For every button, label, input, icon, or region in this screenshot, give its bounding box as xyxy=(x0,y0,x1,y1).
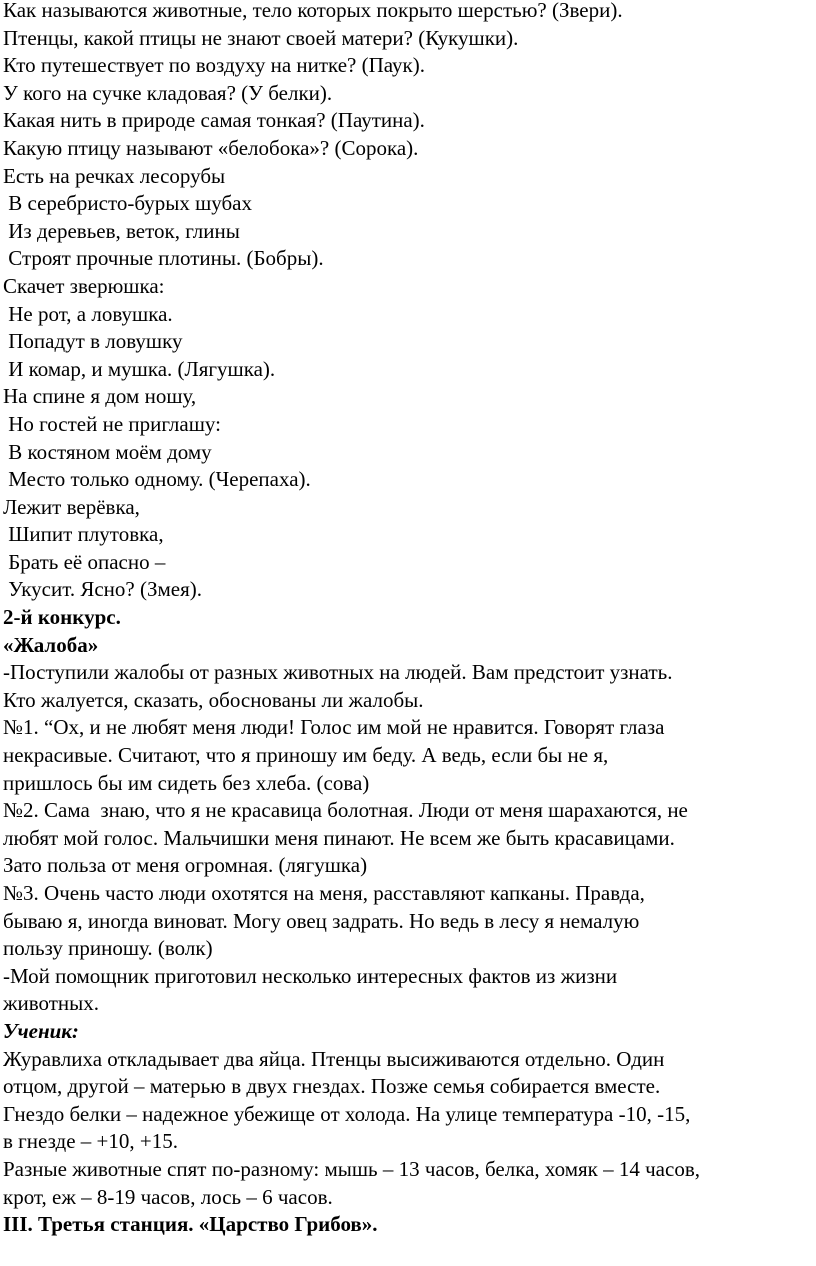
text-line: животных. xyxy=(3,991,100,1016)
text-line: Брать её опасно – xyxy=(3,549,166,574)
text-line: Не рот, а ловушка. xyxy=(3,301,173,326)
text-line: Птенцы, какой птицы не знают своей матери? (Кукушки). xyxy=(3,25,519,50)
heading-line: 2-й конкурс. xyxy=(3,605,121,630)
text-line: Какая нить в природе самая тонкая? (Паутина). xyxy=(3,108,425,133)
text-line: крот, еж – 8-19 часов, лось – 6 часов. xyxy=(3,1184,333,1209)
text-line: Зато польза от меня огромная. (лягушка) xyxy=(3,853,368,878)
text-line: Но гостей не приглашу: xyxy=(3,411,221,436)
text-line: пользу приношу. (волк) xyxy=(3,936,213,961)
text-line: Разные животные спят по-разному: мышь – 13 часов, белка, хомяк – 14 часов, xyxy=(3,1156,700,1181)
text-line: №1. “Ох, и не любят меня люди! Голос им мой не нравится. Говорят глаза xyxy=(3,715,665,740)
text-line: Попадут в ловушку xyxy=(3,329,183,354)
text-line: отцом, другой – матерью в двух гнездах. Позже семья собирается вместе. xyxy=(3,1074,661,1099)
text-line: Кто путешествует по воздуху на нитке? (Паук). xyxy=(3,53,425,78)
text-line: На спине я дом ношу, xyxy=(3,384,197,409)
text-line: Строят прочные плотины. (Бобры). xyxy=(3,246,324,271)
heading-line: III. Третья станция. «Царство Грибов». xyxy=(3,1212,378,1237)
text-line: Укусит. Ясно? (Змея). xyxy=(3,577,202,602)
text-line: №3. Очень часто люди охотятся на меня, расставляют капканы. Правда, xyxy=(3,881,645,905)
text-line: Какую птицу называют «белобока»? (Сорока). xyxy=(3,135,419,160)
text-line: Место только одному. (Черепаха). xyxy=(3,467,311,492)
text-line: Как называются животные, тело которых покрыто шерстью? (Звери). xyxy=(3,0,623,22)
text-line: В серебристо-бурых шубах xyxy=(3,191,253,216)
text-line: бываю я, иногда виноват. Могу овец задрать. Но ведь в лесу я немалую xyxy=(3,908,640,933)
text-line: пришлось бы им сидеть без хлеба. (сова) xyxy=(3,770,370,795)
text-line: Из деревьев, веток, глины xyxy=(3,218,240,243)
text-line: -Мой помощник приготовил несколько интересных фактов из жизни xyxy=(3,963,618,988)
heading-line: Ученик: xyxy=(3,1018,79,1043)
text-line: -Поступили жалобы от разных животных на людей. Вам предстоит узнать. xyxy=(3,660,673,685)
text-line: В костяном моём дому xyxy=(3,439,212,464)
text-line: У кого на сучке кладовая? (У белки). xyxy=(3,80,333,105)
text-line: некрасивые. Считают, что я приношу им беду. А ведь, если бы не я, xyxy=(3,743,609,768)
text-line: Лежит верёвка, xyxy=(3,494,140,519)
text-line: №2. Сама знаю, что я не красавица болотная. Люди от меня шарахаются, не xyxy=(3,798,688,823)
text-line: Есть на речках лесорубы xyxy=(3,163,226,188)
text-line: Гнездо белки – надежное убежище от холода. На улице температура -10, -15, xyxy=(3,1101,691,1126)
text-line: И комар, и мушка. (Лягушка). xyxy=(3,356,276,381)
text-line: Скачет зверюшка: xyxy=(3,273,165,298)
text-line: Журавлиха откладывает два яйца. Птенцы высиживаются отдельно. Один xyxy=(3,1046,665,1071)
text-line: любят мой голос. Мальчишки меня пинают. Не всем же быть красавицами. xyxy=(3,825,675,850)
text-line: Кто жалуется, сказать, обоснованы ли жалобы. xyxy=(3,687,424,712)
text-line: в гнезде – +10, +15. xyxy=(3,1129,178,1154)
text-line: Шипит плутовка, xyxy=(3,522,164,547)
heading-line: «Жалоба» xyxy=(3,632,99,657)
